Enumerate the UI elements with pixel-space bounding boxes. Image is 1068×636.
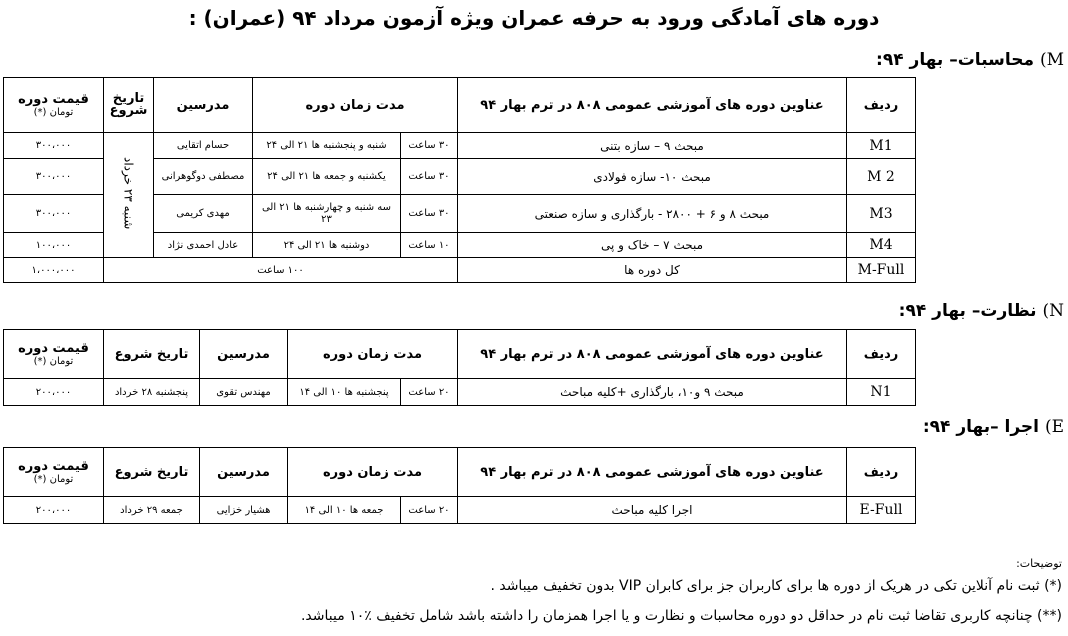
table-header-row xyxy=(4,330,916,379)
row-teacher: عادل احمدی نژاد xyxy=(154,233,253,258)
section-heading-e xyxy=(923,417,1064,437)
header-course-title: عناوین دوره های آموزشی عمومی ۸۰۸ در ترم بهار ۹۴ xyxy=(458,330,847,379)
header-price-label: قیمت دوره xyxy=(18,92,89,107)
row-hours: ۳۰ ساعت xyxy=(401,159,458,195)
row-title: مبحث ۹ – سازه بتنی xyxy=(458,133,847,159)
row-start: جمعه ۲۹ خرداد xyxy=(104,497,200,524)
row-teacher: حسام اتقایی xyxy=(154,133,253,159)
row-id: M 2 xyxy=(847,159,916,195)
notes-title: توضیحات: xyxy=(1016,557,1062,570)
row-hours: ۲۰ ساعت xyxy=(401,379,458,406)
row-id: M4 xyxy=(847,233,916,258)
row-price: ۲۰۰،۰۰۰ xyxy=(4,379,104,406)
header-teachers: مدرسین xyxy=(200,448,288,497)
section-name: محاسبات– بهار ۹۴: xyxy=(876,50,1035,70)
header-row-number: ردیف xyxy=(847,330,916,379)
row-id: M3 xyxy=(847,195,916,233)
row-hours: ۳۰ ساعت xyxy=(401,133,458,159)
row-schedule: سه شنبه و چهارشنبه ها ۲۱ الی ۲۳ xyxy=(253,195,401,233)
row-id: N1 xyxy=(847,379,916,406)
section-code: N) xyxy=(1042,301,1064,321)
table-civil-calc xyxy=(3,77,916,283)
total-price: ۱،۰۰۰،۰۰۰ xyxy=(4,258,104,283)
header-price-unit: تومان (*) xyxy=(33,356,74,367)
row-teacher: مهندس تقوی xyxy=(200,379,288,406)
row-schedule: پنجشنبه ها ۱۰ الی ۱۴ xyxy=(288,379,401,406)
header-price-label: قیمت دوره xyxy=(18,459,89,474)
row-title: مبحث ۷ – خاک و پی xyxy=(458,233,847,258)
header-price xyxy=(4,448,104,497)
header-price-label: قیمت دوره xyxy=(18,341,89,356)
section-heading-n xyxy=(899,301,1064,321)
page-title: دوره های آمادگی ورود به حرفه عمران ویژه آزمون مرداد ۹۴ (عمران) : xyxy=(188,6,880,30)
header-price xyxy=(4,78,104,133)
table-total-row xyxy=(4,258,916,283)
row-teacher: مصطفی دوگوهرانی xyxy=(154,159,253,195)
row-price: ۳۰۰،۰۰۰ xyxy=(4,159,104,195)
row-id: M1 xyxy=(847,133,916,159)
header-duration: مدت زمان دوره xyxy=(288,330,458,379)
section-heading-m xyxy=(876,50,1064,70)
table-header-row xyxy=(4,78,916,133)
row-schedule: دوشنبه ها ۲۱ الی ۲۴ xyxy=(253,233,401,258)
header-price xyxy=(4,330,104,379)
row-start: پنجشنبه ۲۸ خرداد xyxy=(104,379,200,406)
table-row xyxy=(4,497,916,524)
row-teacher: هشیار خزایی xyxy=(200,497,288,524)
note-item: (**) چنانچه کاربری تقاضا ثبت نام در حداقل دو دوره محاسبات و نظارت و یا اجرا همزمان را داشته باشد شامل تخفیف ٪۱۰ میباشد. xyxy=(300,608,1062,624)
row-schedule: شنبه و پنجشنبه ها ۲۱ الی ۲۴ xyxy=(253,133,401,159)
row-schedule: یکشنبه و جمعه ها ۲۱ الی ۲۴ xyxy=(253,159,401,195)
table-supervision xyxy=(3,329,916,406)
total-id: M-Full xyxy=(847,258,916,283)
header-duration: مدت زمان دوره xyxy=(253,78,458,133)
row-price: ۱۰۰،۰۰۰ xyxy=(4,233,104,258)
row-hours: ۱۰ ساعت xyxy=(401,233,458,258)
row-title: اجرا کلیه مباحث xyxy=(458,497,847,524)
row-hours: ۳۰ ساعت xyxy=(401,195,458,233)
start-date-text: شنبه ۲۳ خرداد xyxy=(121,156,136,230)
row-title: مبحث ۹ و۱۰، بارگذاری +کلیه مباحث xyxy=(458,379,847,406)
row-title: مبحث ۱۰- سازه فولادی xyxy=(458,159,847,195)
row-id: E-Full xyxy=(847,497,916,524)
table-row xyxy=(4,133,916,159)
total-title: کل دوره ها xyxy=(458,258,847,283)
section-name: نظارت– بهار ۹۴: xyxy=(898,301,1037,321)
header-row-number: ردیف xyxy=(847,78,916,133)
header-course-title: عناوین دوره های آموزشی عمومی ۸۰۸ در ترم بهار ۹۴ xyxy=(458,448,847,497)
header-row-number: ردیف xyxy=(847,448,916,497)
header-price-unit: تومان (*) xyxy=(33,474,74,485)
header-start-date: تاریخ شروع xyxy=(104,330,200,379)
header-duration: مدت زمان دوره xyxy=(288,448,458,497)
header-price-unit: تومان (*) xyxy=(33,107,74,118)
table-header-row xyxy=(4,448,916,497)
row-price: ۳۰۰،۰۰۰ xyxy=(4,195,104,233)
row-title: مبحث ۸ و ۶ + ۲۸۰۰ - بارگذاری و سازه صنعتی xyxy=(458,195,847,233)
table-row xyxy=(4,379,916,406)
header-teachers: مدرسین xyxy=(154,78,253,133)
header-start-date: تاریخ شروع xyxy=(104,78,154,133)
header-teachers: مدرسین xyxy=(200,330,288,379)
start-date-cell xyxy=(104,133,154,258)
header-course-title: عناوین دوره های آموزشی عمومی ۸۰۸ در ترم بهار ۹۴ xyxy=(458,78,847,133)
row-teacher: مهدی کریمی xyxy=(154,195,253,233)
section-name: اجرا –بهار ۹۴: xyxy=(922,417,1040,437)
header-start-date: تاریخ شروع xyxy=(104,448,200,497)
row-price: ۳۰۰،۰۰۰ xyxy=(4,133,104,159)
section-code: E) xyxy=(1044,417,1064,437)
row-hours: ۲۰ ساعت xyxy=(401,497,458,524)
total-hours: ۱۰۰ ساعت xyxy=(104,258,458,283)
row-price: ۲۰۰،۰۰۰ xyxy=(4,497,104,524)
note-item: (*) ثبت نام آنلاین تکی در هریک از دوره ها برای کاربران جز برای کابران VIP بدون تخفیف میباشد . xyxy=(490,578,1062,594)
table-execution xyxy=(3,447,916,524)
section-code: M) xyxy=(1039,50,1064,70)
row-schedule: جمعه ها ۱۰ الی ۱۴ xyxy=(288,497,401,524)
